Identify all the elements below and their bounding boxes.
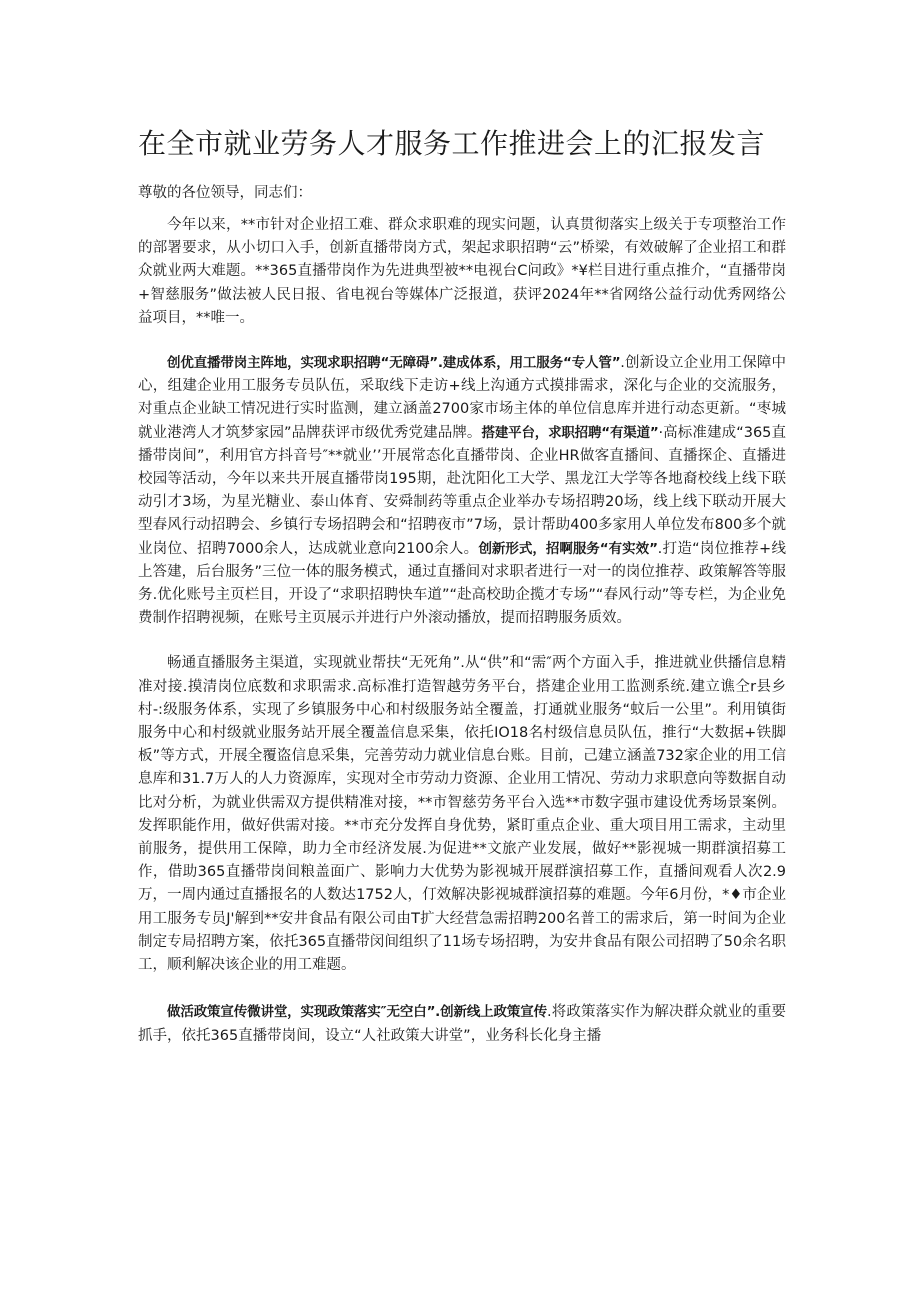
- section-heading: 创新形式，招啊服务“有实效”: [478, 540, 658, 557]
- paragraph-livestream-recruitment: [138, 352, 786, 630]
- paragraph-text: .打造“岗位推荐+线上答建，后台服务”三位一体的服务模式，通过直播间对求职者进行一对一的岗位推荐、政策解答等服务.优化账号主页栏目，开设了“求职招聘快车道”“赴高校助企揽才专场”“春风行动”等专栏，为企业免费制作招聘视频，在账号主页展示并进行户外滚动播放，提而招聘服务质效。: [138, 540, 786, 627]
- paragraph-text: .创新设立企业用工保障中心，组建企业用工服务专员队伍，采取线下走访+线上沟通方式摸排需求，深化与企业的交流服务，对重点企业缺工情况进行实时监测，建立涵盖2700家市场主体的单位信息库并进行动态更新。“枣城就业港湾人才筑梦家园”品牌获评市级优秀党建品牌。: [138, 355, 786, 441]
- document-body: [138, 182, 786, 1048]
- paragraph-text: 畅通直播服务主渠道，实现就业帮扶“无死角”.从“供”和“需″两个方面入手，推进就业供播信息精准对接.摸清岗位底数和求职需求.高标准打造智越劳务平台，搭建企业用工监测系统.建立谯仝r县乡村-:级服务体系，实现了乡镇服务中心和村级服务站全覆盖，打通就业服务“蚊后一公里”。利用镇街服务中心和村级就业服务站开展全覆盖信息采集，依托IO18名村级信息员队伍，推行“大数据+铁脚板”等方式，开展全覆盗信息采集，完善劳动力就业信息台账。目前，己建立涵盖732家企业的用工信息库和31.7万人的人力资源库，实现对全市劳动力资源、企业用工情况、劳动力求职意向等数据自动比对分析，为就业供需双方提供精准对接，**市智慈劳务平台入选**市数字强市建设优秀场景案例。发挥职能作用，做好供需对接。**市充分发挥自身优势，紧盯重点企业、重大项目用工需求，主动里前服务，提供用工保障，助力全市经济发展.为促进**文旅产业发展，做好**影视城一期群演招募工作，借助365直播带岗间粮盖面广、影响力大优势为影视城开展群演招募工作，直播间观看人次2.9万，一周内通过直播报名的人数达1752人，仃效解决影视城群演招募的难题。今年6月份，*♦市企业用工服务专员J'解到**安井食品有限公司由T扩大经营急需招聘200名普工的需求后，第一时间为企业制定专局招聘方案，依托365直播带闵间组织了11场专场招聘，为安井食品有限公司招聘了50余名职工，顺利解决该企业的用工难题。: [138, 655, 786, 974]
- paragraph-intro: [138, 214, 786, 330]
- paragraph-policy-lectures: [138, 1001, 786, 1047]
- section-heading: 搭建平台，求职招聘“有渠道”: [481, 424, 659, 441]
- paragraph-text: ·高标准建成“365直播带岗间”，利用官方抖音号″**就业’’开展常态化直播带岗、企业HR做客直播间、直播探企、直播进校园等活动，今年以来共开展直播带岗195期，赴沈阳化工大学、黑龙江大学等各地裔校线上线下联动引才3场，为星光糖业、泰山体育、安舜制药等重点企业举办专场招聘20场，线上线下联动开展大型春风行动招聘会、乡镇行专场招聘会和“招聘夜市”7场，景计帮助400多家用人单位发布800多个就业岗位、招聘7000余人，达成就业意向2100余人。: [138, 424, 787, 557]
- paragraph-text: 今年以来，**市针对企业招工难、群众求职难的现实问题，认真贯彻落实上级关于专项整治工作的部署要求，从小切口入手，创新直播带岗方式，架起求职招聘“云”桥梁，有效破解了企业招工和群众就业两大难题。**365直播带岗作为先进典型被**电视台C问政》*¥栏目进行重点推介，“直播带岗+智慈服务”做法被人民日报、省电视台等媒体广泛报道，获评2024年**省网络公益行动优秀网络公益项目，**唯一。: [138, 217, 786, 326]
- salutation: 尊敬的各位领导，同志们：: [138, 185, 312, 201]
- paragraph-service-channels: [138, 652, 786, 977]
- paragraph-text: .将政策落实作为解决群众就业的重要抓手，依托365直播带岗间，设立“人社政策大讲堂”，业务科长化身主播: [138, 1004, 786, 1044]
- section-heading: 做活政策宣传微讲堂，实现政策落实″无空白”.创新线上政策宣传: [167, 1004, 547, 1021]
- document-title: 在全市就业劳务人才服务工作推进会上的汇报发言: [138, 127, 766, 160]
- section-heading: 创优直播带岗主阵地，实现求职招聘“无障碍”.建成体系，用工服务“专人管”: [167, 355, 621, 372]
